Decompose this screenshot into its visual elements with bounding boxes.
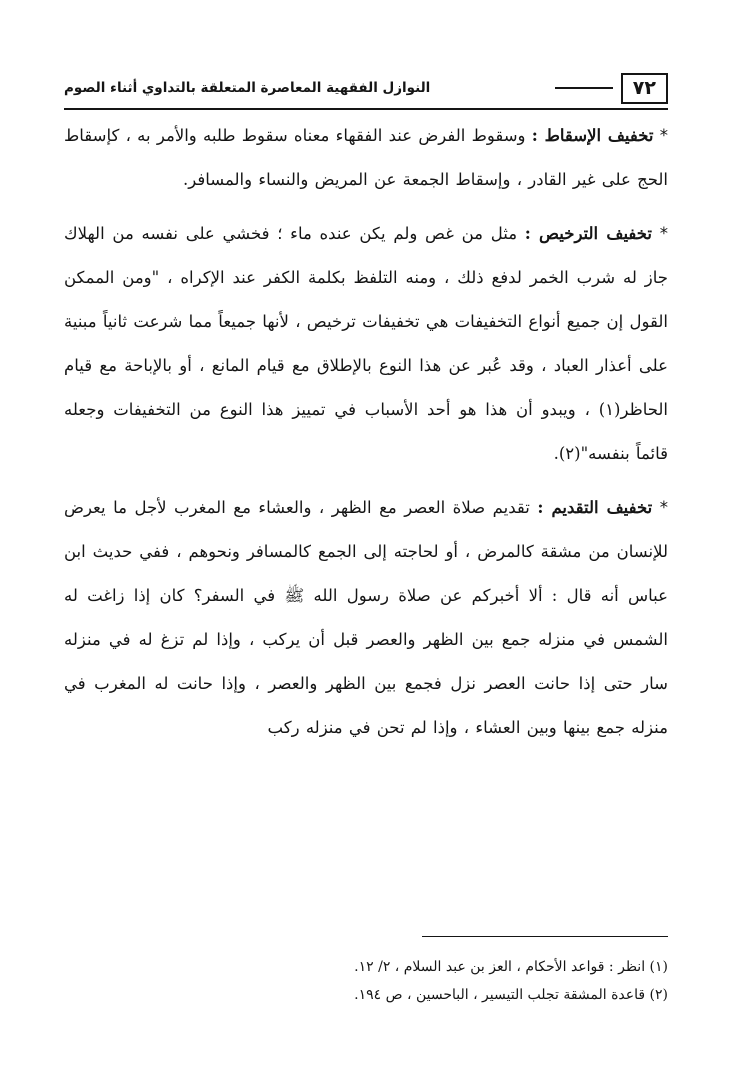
page-body xyxy=(64,114,668,750)
footnote-1: (١) انظر : قواعد الأحكام ، العز بن عبد السلام ، ٢/ ١٢. xyxy=(354,959,668,975)
paragraph-tarkhis xyxy=(64,212,668,476)
book-page xyxy=(64,68,668,1058)
page-header xyxy=(64,68,668,108)
footnote-separator xyxy=(422,936,668,937)
paragraph-term: تخفيف الترخيص : xyxy=(524,224,653,243)
bullet-marker: * xyxy=(659,224,668,243)
paragraph-text: وسقوط الفرض عند الفقهاء معناه سقوط طلبه والأمر به ، كإسقاط الحج على غير القادر ، وإسقاط الجمعة عن المريض والنساء والمسافر. xyxy=(64,126,668,189)
paragraph-text: تقديم صلاة العصر مع الظهر ، والعشاء مع المغرب لأجل ما يعرض للإنسان من مشقة كالمرض ، أو لحاجته إلى الجمع كالمسافر ونحوهم ، ففي حديث ابن عباس أنه قال : ألا أخبركم عن صلاة رسول الله ﷺ في السفر؟ كان إذا زاغت له الشمس في منزله جمع بين الظهر والعصر قبل أن يركب ، وإذا لم تزغ له في منزله سار حتى إذا حانت العصر نزل فجمع بين الظهر والعصر ، وإذا حانت له المغرب في منزله جمع بينها وبين العشاء ، وإذا لم تحن في منزله ركب xyxy=(64,498,668,737)
bullet-marker: * xyxy=(659,126,669,145)
paragraph-taqdim xyxy=(64,486,668,750)
header-short-rule xyxy=(555,87,613,89)
footnote-2: (٢) قاعدة المشقة تجلب التيسير ، الباحسين ، ص ١٩٤. xyxy=(354,987,668,1003)
bullet-marker: * xyxy=(659,498,669,517)
paragraph-term: تخفيف التقديم : xyxy=(537,498,653,517)
paragraph-text: مثل من غص ولم يكن عنده ماء ؛ فخشي على نفسه من الهلاك جاز له شرب الخمر لدفع ذلك ، ومنه التلفظ بكلمة الكفر عند الإكراه ، "ومن الممكن القول إن جميع أنواع التخفيفات هي تخفيفات ترخيص ، لأنها جميعاً مما شرعت ثانياً مبنية على أعذار العباد ، وقد عُبر عن هذا النوع بالإطلاق مع قيام المانع ، أو بالإباحة مع قيام الحاظر(١) ، ويبدو أن هذا هو أحد الأسباب في تمييز هذا النوع من التخفيفات وجعله قائماً بنفسه"(٢). xyxy=(64,224,668,463)
running-title: النوازل الفقهية المعاصرة المتعلقة بالتداوي أثناء الصوم xyxy=(64,80,431,96)
paragraph-term: تخفيف الإسقاط : xyxy=(531,126,654,145)
footnotes xyxy=(64,936,668,1009)
header-underline xyxy=(64,108,668,110)
page-number: ٧٢ xyxy=(621,73,668,104)
paragraph-isqat xyxy=(64,114,668,202)
